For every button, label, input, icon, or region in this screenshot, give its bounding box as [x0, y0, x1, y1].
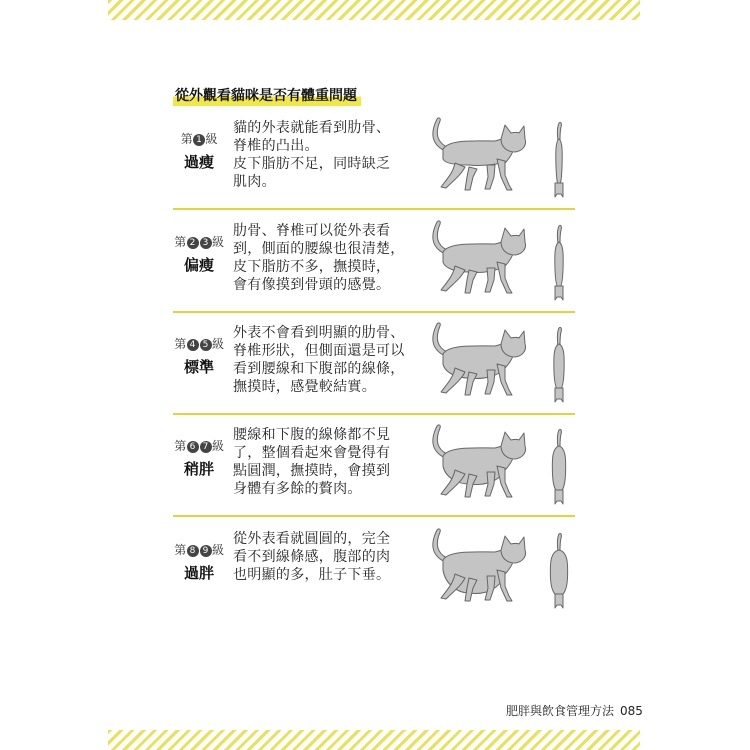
level-name: 標準 — [183, 358, 214, 376]
cat-top-illustration — [548, 324, 570, 404]
level-number-badge: 5 — [200, 339, 212, 351]
cat-side-illustration — [425, 115, 527, 195]
cat-side-illustration — [425, 526, 527, 606]
row-separator — [173, 515, 575, 517]
section-title: 從外觀看貓咪是否有體重問題 — [173, 86, 361, 106]
level-number-badge: 9 — [200, 545, 212, 557]
level-name: 過胖 — [183, 564, 214, 582]
cat-top-illustration — [548, 222, 570, 302]
level-name: 偏瘦 — [183, 256, 214, 274]
level-number-badge: 3 — [200, 237, 212, 249]
level-label: 第 8 9 級 — [174, 543, 224, 557]
level-label: 第 2 3 級 — [174, 235, 224, 249]
level-description: 從外表看就圓圓的，完全 看不到線條感，腹部的肉 也明顯的多，肚子下垂。 — [233, 531, 391, 583]
weight-level-row — [173, 414, 575, 517]
level-name: 過瘦 — [183, 153, 214, 171]
cat-top-illustration — [548, 119, 570, 199]
level-description: 肋骨、脊椎可以從外表看 到，側面的腰線也很清楚， 皮下脂肪不多，撫摸時， 會有像摸到骨頭的感覺。 — [233, 223, 405, 293]
level-number-badge: 7 — [200, 441, 212, 453]
weight-level-row — [173, 210, 575, 313]
bottom-hatch-border — [108, 730, 640, 750]
level-label: 第 4 5 級 — [174, 337, 224, 351]
weight-level-row — [173, 312, 575, 415]
level-number-badge: 2 — [187, 237, 199, 249]
page-number: 085 — [620, 704, 643, 718]
cat-side-illustration — [425, 422, 527, 502]
level-description: 腰線和下腹的線條都不見 了，整個看起來會覺得有 點圓潤，撫摸時，會摸到 身體有多餘的贅肉。 — [233, 427, 391, 497]
level-description: 外表不會看到明顯的肋骨、 脊椎形狀，但側面還是可以 看到腰線和下腹部的線條， 撫摸時，感覺較結實。 — [233, 325, 405, 395]
cat-side-illustration — [425, 218, 527, 298]
level-name: 稍胖 — [183, 460, 214, 478]
page-footer — [506, 703, 643, 719]
weight-level-row — [173, 107, 575, 210]
level-label: 第 1 級 — [180, 132, 218, 146]
cat-top-illustration — [548, 426, 570, 506]
level-description: 貓的外表就能看到肋骨、 脊椎的凸出。 皮下脂肪不足，同時缺乏 肌肉。 — [233, 120, 391, 190]
level-label: 第 6 7 級 — [174, 439, 224, 453]
top-hatch-border — [108, 0, 640, 20]
weight-level-row — [173, 518, 575, 621]
level-number-badge: 8 — [187, 545, 199, 557]
cat-top-illustration — [548, 530, 570, 610]
chapter-title: 肥胖與飲食管理方法 — [506, 704, 615, 718]
level-number-badge: 4 — [187, 339, 199, 351]
level-number-badge: 6 — [187, 441, 199, 453]
level-number-badge: 1 — [193, 134, 205, 146]
cat-side-illustration — [425, 320, 527, 400]
